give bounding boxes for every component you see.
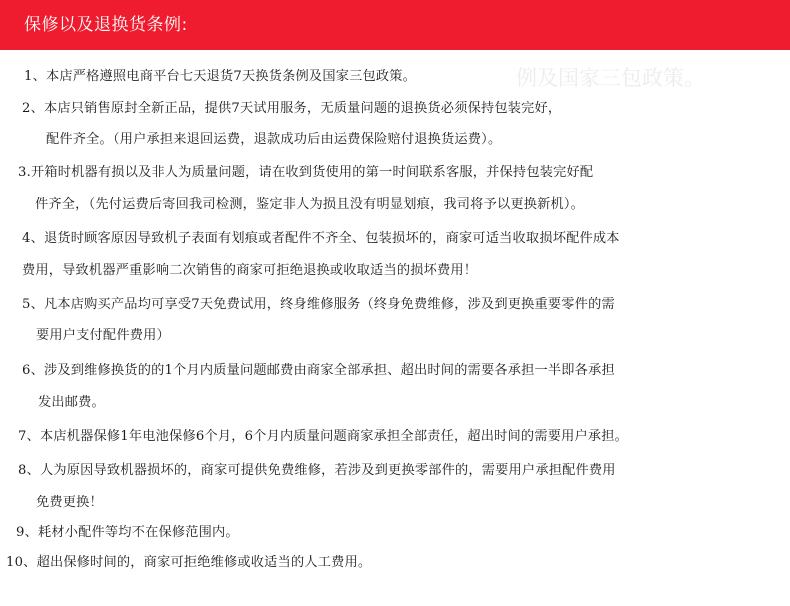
term-9 [16,524,239,542]
term-6 [22,362,615,380]
term-4-continuation: 费用，导致机器严重影响二次销售的商家可拒绝退换或收取适当的损坏费用！ [22,263,478,278]
term-4 [22,230,620,248]
term-9-number: 9、 [16,525,38,540]
term-2 [22,100,561,118]
term-3-text: 开箱时机器有损以及非人为质量问题，请在收到货使用的第一时间联系客服，并保持包装完好配 [30,165,594,180]
term-8 [18,462,616,480]
page-title: 保修以及退换货条例: [24,15,188,35]
term-9-text: 耗材小配件等均不在保修范围内。 [37,525,239,540]
term-8-number: 8、 [18,463,40,478]
term-4-text: 退货时顾客原因导致机子表面有划痕或者配件不齐全、包装损坏的，商家可适当收取损坏配件成本 [43,231,620,246]
term-1 [24,68,416,86]
term-4-number: 4、 [22,231,44,246]
faded-watermark-text: 例及国家三包政策。 [516,66,705,90]
term-7-text: 本店机器保修1年电池保修6个月，6个月内质量问题商家承担全部责任，超出时间的需要用户承担。 [39,429,629,444]
term-7-number: 7、 [18,429,40,444]
term-6-text: 涉及到维修换货的的1个月内质量问题邮费由商家全部承担、超出时间的需要各承担一半即各承担 [43,363,615,378]
term-2-number: 2、 [22,101,44,116]
term-10 [6,554,371,572]
term-1-text: 本店严格遵照电商平台七天退货7天换货条例及国家三包政策。 [45,69,417,84]
term-2-text: 本店只销售原封全新正品，提供7天试用服务，无质量问题的退换货必须保持包装完好， [43,101,562,116]
term-1-number: 1、 [24,69,46,84]
term-8-text: 人为原因导致机器损坏的，商家可提供免费维修，若涉及到更换零部件的，需要用户承担配件费用 [39,463,616,478]
term-10-text: 超出保修时间的，商家可拒绝维修或收适当的人工费用。 [36,555,372,570]
term-5-text: 凡本店购买产品均可享受7天免费试用，终身维修服务（终身免费维修，涉及到更换重要零件的需 [43,297,615,312]
term-5-number: 5、 [22,297,44,312]
term-7 [18,428,628,446]
term-10-number: 10、 [6,555,37,570]
term-6-continuation: 发出邮费。 [38,395,105,410]
term-3-continuation: 件齐全，（先付运费后寄回我司检测，鉴定非人为损且没有明显划痕，我司将予以更换新机）。 [35,197,585,212]
term-8-continuation: 免费更换！ [36,495,103,510]
term-5 [22,296,615,314]
term-5-continuation: 要用户支付配件费用） [36,328,170,343]
term-3 [18,164,593,182]
term-3-number: 3. [18,165,31,180]
title-bar [0,0,790,50]
term-6-number: 6、 [22,363,44,378]
term-2-continuation: 配件齐全。（用户承担来退回运费，退款成功后由运费保险赔付退换货运费）。 [46,132,502,147]
